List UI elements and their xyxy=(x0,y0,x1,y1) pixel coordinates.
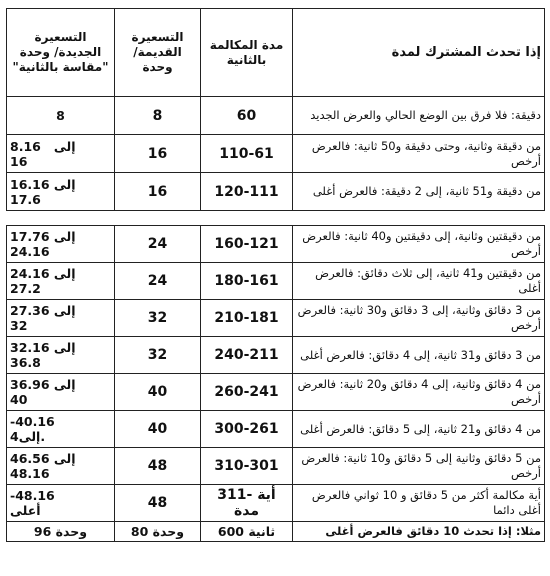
new-tariff-line2: أعلى xyxy=(10,503,41,518)
table-row xyxy=(7,337,545,374)
row-new-tariff xyxy=(7,337,115,374)
table-row xyxy=(7,97,545,135)
row-new-tariff xyxy=(7,374,115,411)
table-row xyxy=(7,135,545,173)
example-description: مثلا: إذا تحدث 10 دقائق فالعرض أغلى xyxy=(293,522,545,542)
pricing-table xyxy=(6,8,545,542)
new-tariff-line2: 32 xyxy=(10,318,28,333)
new-tariff-line2: 27.2 xyxy=(10,281,41,296)
header-call-duration: مدة المكالمة بالثانية xyxy=(201,9,293,97)
row-old-tariff: 40 xyxy=(115,411,201,448)
row-old-tariff: 8 xyxy=(115,97,201,135)
row-duration: 311- أية مدة xyxy=(201,485,293,522)
row-new-tariff xyxy=(7,263,115,300)
new-tariff-line2: 24.16 xyxy=(10,244,50,259)
row-old-tariff: 24 xyxy=(115,263,201,300)
row-duration: 300-261 xyxy=(201,411,293,448)
row-old-tariff: 48 xyxy=(115,485,201,522)
new-tariff-line1: 16.16 إلى xyxy=(10,176,76,192)
new-tariff-line1: 32.16 إلى xyxy=(10,340,76,355)
header-new-tariff: التسعيرة الجديدة/ وحدة "مقاسة بالثانية" xyxy=(7,9,115,97)
new-tariff-line1: 24.16 إلى xyxy=(10,266,76,281)
table-row-example xyxy=(7,522,545,542)
row-duration: 160-121 xyxy=(201,226,293,263)
row-old-tariff: 16 xyxy=(115,135,201,173)
row-description: من دقيقتين و41 ثانية، إلى ثلاث دقائق: فالعرض أغلى xyxy=(293,263,545,300)
row-description: من دقيقة وثانية، وحتى دقيقة و50 ثانية: فالعرض أرخص xyxy=(293,135,545,173)
row-duration: 210-181 xyxy=(201,300,293,337)
row-new-tariff xyxy=(7,300,115,337)
table-gap xyxy=(7,211,545,226)
table-row xyxy=(7,411,545,448)
header-row xyxy=(7,9,545,97)
row-new-tariff xyxy=(7,226,115,263)
row-description: من 5 دقائق وثانية إلى 5 دقائق و10 ثانية: فالعرض أرخص xyxy=(293,448,545,485)
new-tariff-line1: 17.76 إلى xyxy=(10,229,76,244)
example-new-tariff: 96 وحدة xyxy=(7,522,115,542)
row-new-tariff xyxy=(7,97,115,135)
new-tariff-line1: 36.96 إلى xyxy=(10,377,76,392)
row-description: من دقيقة و51 ثانية، إلى 2 دقيقة: فالعرض أغلى xyxy=(293,173,545,211)
new-tariff-line2: 16 xyxy=(10,153,28,169)
table-row xyxy=(7,173,545,211)
table-row xyxy=(7,226,545,263)
row-description: من دقيقتين وثانية، إلى دقيقتين و40 ثانية: فالعرض أرخص xyxy=(293,226,545,263)
table-row xyxy=(7,263,545,300)
row-old-tariff: 16 xyxy=(115,173,201,211)
new-tariff-line1: -40.16 xyxy=(10,414,55,429)
row-description: من 3 دقائق وثانية، إلى 3 دقائق و30 ثانية: فالعرض أرخص xyxy=(293,300,545,337)
row-duration: 310-301 xyxy=(201,448,293,485)
table-row xyxy=(7,374,545,411)
row-old-tariff: 24 xyxy=(115,226,201,263)
new-tariff-line2: 40 xyxy=(10,392,28,407)
row-old-tariff: 32 xyxy=(115,300,201,337)
row-old-tariff: 32 xyxy=(115,337,201,374)
row-duration: 120-111 xyxy=(201,173,293,211)
new-tariff-line1: -48.16 xyxy=(10,488,55,503)
new-tariff-line1: 8.16 إلى xyxy=(10,138,76,154)
header-call-description: إذا تحدث المشترك لمدة xyxy=(293,9,545,97)
new-tariff-line1: 27.36 إلى xyxy=(10,303,76,318)
row-description: أية مكالمة أكثر من 5 دقائق و 10 ثواني فالعرض أغلى دائما xyxy=(293,485,545,522)
row-duration: 180-161 xyxy=(201,263,293,300)
table-row xyxy=(7,300,545,337)
example-duration: 600 ثانية xyxy=(201,522,293,542)
table-row xyxy=(7,485,545,522)
row-duration: 240-211 xyxy=(201,337,293,374)
row-duration: 60 xyxy=(201,97,293,135)
row-new-tariff xyxy=(7,448,115,485)
new-tariff-line1: 8 xyxy=(56,108,65,123)
row-old-tariff: 40 xyxy=(115,374,201,411)
header-old-tariff: التسعيرة القديمة/ وحدة xyxy=(115,9,201,97)
new-tariff-line2: 36.8 xyxy=(10,355,41,370)
new-tariff-line2: إلى4. xyxy=(10,429,46,444)
row-new-tariff xyxy=(7,485,115,522)
row-description: من 4 دقائق و21 ثانية، إلى 5 دقائق: فالعرض أغلى xyxy=(293,411,545,448)
new-tariff-line2: 48.16 xyxy=(10,466,50,481)
row-new-tariff xyxy=(7,173,115,211)
row-duration: 110-61 xyxy=(201,135,293,173)
example-old-tariff: 80 وحدة xyxy=(115,522,201,542)
row-old-tariff: 48 xyxy=(115,448,201,485)
new-tariff-line2: 17.6 xyxy=(10,191,41,207)
row-new-tariff xyxy=(7,135,115,173)
row-description: دقيقة: فلا فرق بين الوضع الحالي والعرض الجديد xyxy=(293,97,545,135)
new-tariff-line1: 46.56 إلى xyxy=(10,451,76,466)
row-description: من 4 دقائق وثانية، إلى 4 دقائق و20 ثانية: فالعرض أرخص xyxy=(293,374,545,411)
table-row xyxy=(7,448,545,485)
row-description: من 3 دقائق و31 ثانية، إلى 4 دقائق: فالعرض أغلى xyxy=(293,337,545,374)
row-duration: 260-241 xyxy=(201,374,293,411)
row-new-tariff xyxy=(7,411,115,448)
